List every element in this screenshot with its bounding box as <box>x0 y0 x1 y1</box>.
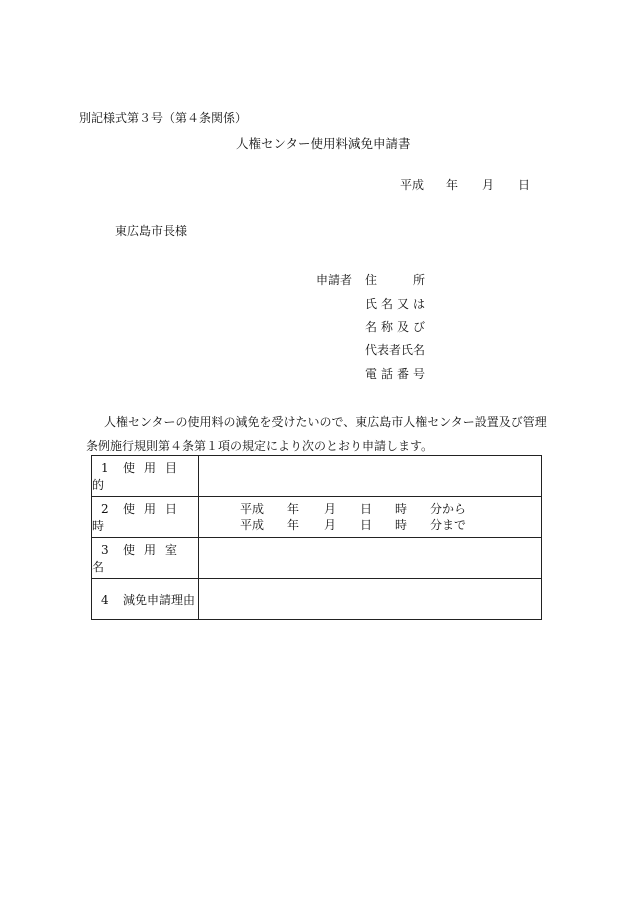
row-number: 4 <box>101 592 109 607</box>
datetime-from <box>199 501 541 517</box>
to-era: 平成 <box>240 518 265 532</box>
applicant-phone-label: 電話番号 <box>365 367 430 381</box>
application-table <box>91 455 542 620</box>
from-month: 月 <box>324 502 337 516</box>
datetime-field[interactable] <box>199 497 542 538</box>
reason-label: 減免申請理由 <box>123 592 196 607</box>
table-row <box>92 497 542 538</box>
row-label <box>92 497 199 538</box>
row-number: 3 <box>101 543 109 557</box>
applicant-name-label-1: 氏名又は <box>365 297 430 311</box>
applicant-representative-label: 代表者氏名 <box>365 343 426 357</box>
from-era: 平成 <box>240 502 265 516</box>
row-label <box>92 456 199 497</box>
to-year: 年 <box>287 518 300 532</box>
document-title: 人権センター使用料減免申請書 <box>236 136 411 151</box>
to-hour: 時 <box>395 518 408 532</box>
to-minute: 分まで <box>430 518 467 532</box>
form-number: 別記様式第３号（第４条関係） <box>79 111 248 125</box>
table-row <box>92 538 542 579</box>
row-label <box>92 579 199 620</box>
room-label: 使用室名 <box>92 543 187 574</box>
to-month: 月 <box>324 518 337 532</box>
from-minute: 分から <box>430 502 467 516</box>
from-hour: 時 <box>395 502 408 516</box>
datetime-to <box>199 517 541 533</box>
row-number: 1 <box>101 461 109 475</box>
from-day: 日 <box>360 502 373 516</box>
applicant-address-label: 住 所 <box>365 273 430 287</box>
date-month: 月 <box>482 178 495 192</box>
to-day: 日 <box>360 518 373 532</box>
date-era: 平成 <box>400 178 425 192</box>
applicant-label: 申請者 <box>316 273 353 287</box>
room-field[interactable] <box>199 538 542 579</box>
reason-field[interactable] <box>199 579 542 620</box>
datetime-label: 使用日時 <box>92 502 187 533</box>
from-year: 年 <box>287 502 300 516</box>
addressee: 東広島市長様 <box>115 224 188 238</box>
applicant-name-label-2: 名称及び <box>365 320 430 334</box>
table-row <box>92 456 542 497</box>
date-day: 日 <box>518 178 531 192</box>
row-number: 2 <box>101 502 109 516</box>
purpose-label: 使用目的 <box>92 461 187 492</box>
table-row <box>92 579 542 620</box>
row-label <box>92 538 199 579</box>
application-statement: 人権センターの使用料の減免を受けたいので、東広島市人権センター設置及び管理条例施行規則第４条第１項の規定により次のとおり申請します。 <box>86 415 547 453</box>
date-year: 年 <box>446 178 459 192</box>
purpose-field[interactable] <box>199 456 542 497</box>
